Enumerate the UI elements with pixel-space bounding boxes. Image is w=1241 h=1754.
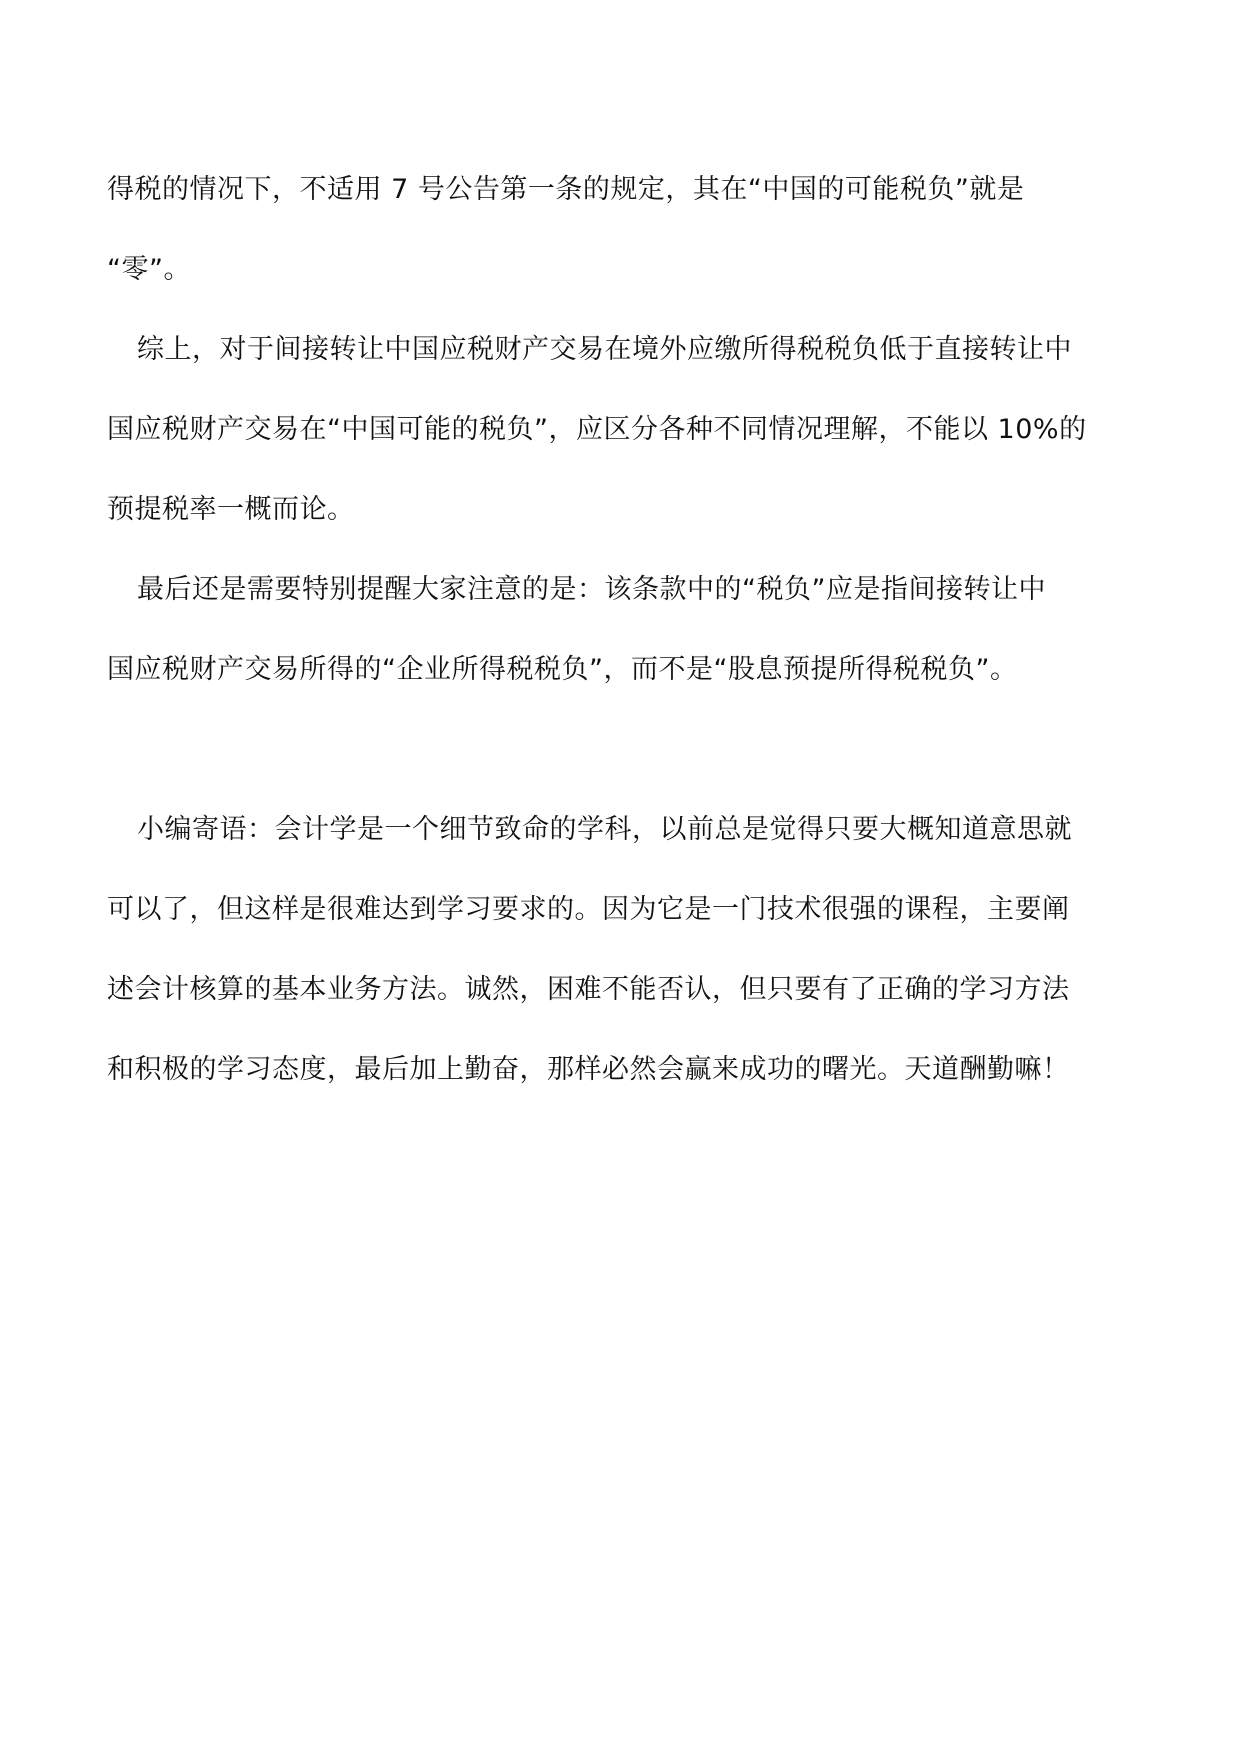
paragraph-2-line-3: 预提税率一概而论。	[107, 494, 355, 525]
paragraph-4-line-1: 小编寄语：会计学是一个细节致命的学科，以前总是觉得只要大概知道意思就	[137, 814, 1072, 845]
paragraph-2-line-1: 综上，对于间接转让中国应税财产交易在境外应缴所得税税负低于直接转让中	[137, 334, 1072, 365]
paragraph-2-line-2: 国应税财产交易在“中国可能的税负”，应区分各种不同情况理解，不能以 10%的	[107, 414, 1087, 445]
paragraph-1-line-2: “零”。	[107, 254, 191, 285]
paragraph-4-line-4: 和积极的学习态度，最后加上勤奋，那样必然会赢来成功的曙光。天道酬勤嘛！	[107, 1054, 1070, 1085]
paragraph-4-line-2: 可以了，但这样是很难达到学习要求的。因为它是一门技术很强的课程，主要阐	[107, 894, 1070, 925]
paragraph-4-line-3: 述会计核算的基本业务方法。诚然，困难不能否认，但只要有了正确的学习方法	[107, 974, 1070, 1005]
paragraph-3-line-1: 最后还是需要特别提醒大家注意的是：该条款中的“税负”应是指间接转让中	[137, 574, 1046, 605]
paragraph-3-line-2: 国应税财产交易所得的“企业所得税税负”，而不是“股息预提所得税税负”。	[107, 654, 1018, 685]
paragraph-1-line-1: 得税的情况下，不适用 7 号公告第一条的规定，其在“中国的可能税负”就是	[107, 174, 1025, 205]
